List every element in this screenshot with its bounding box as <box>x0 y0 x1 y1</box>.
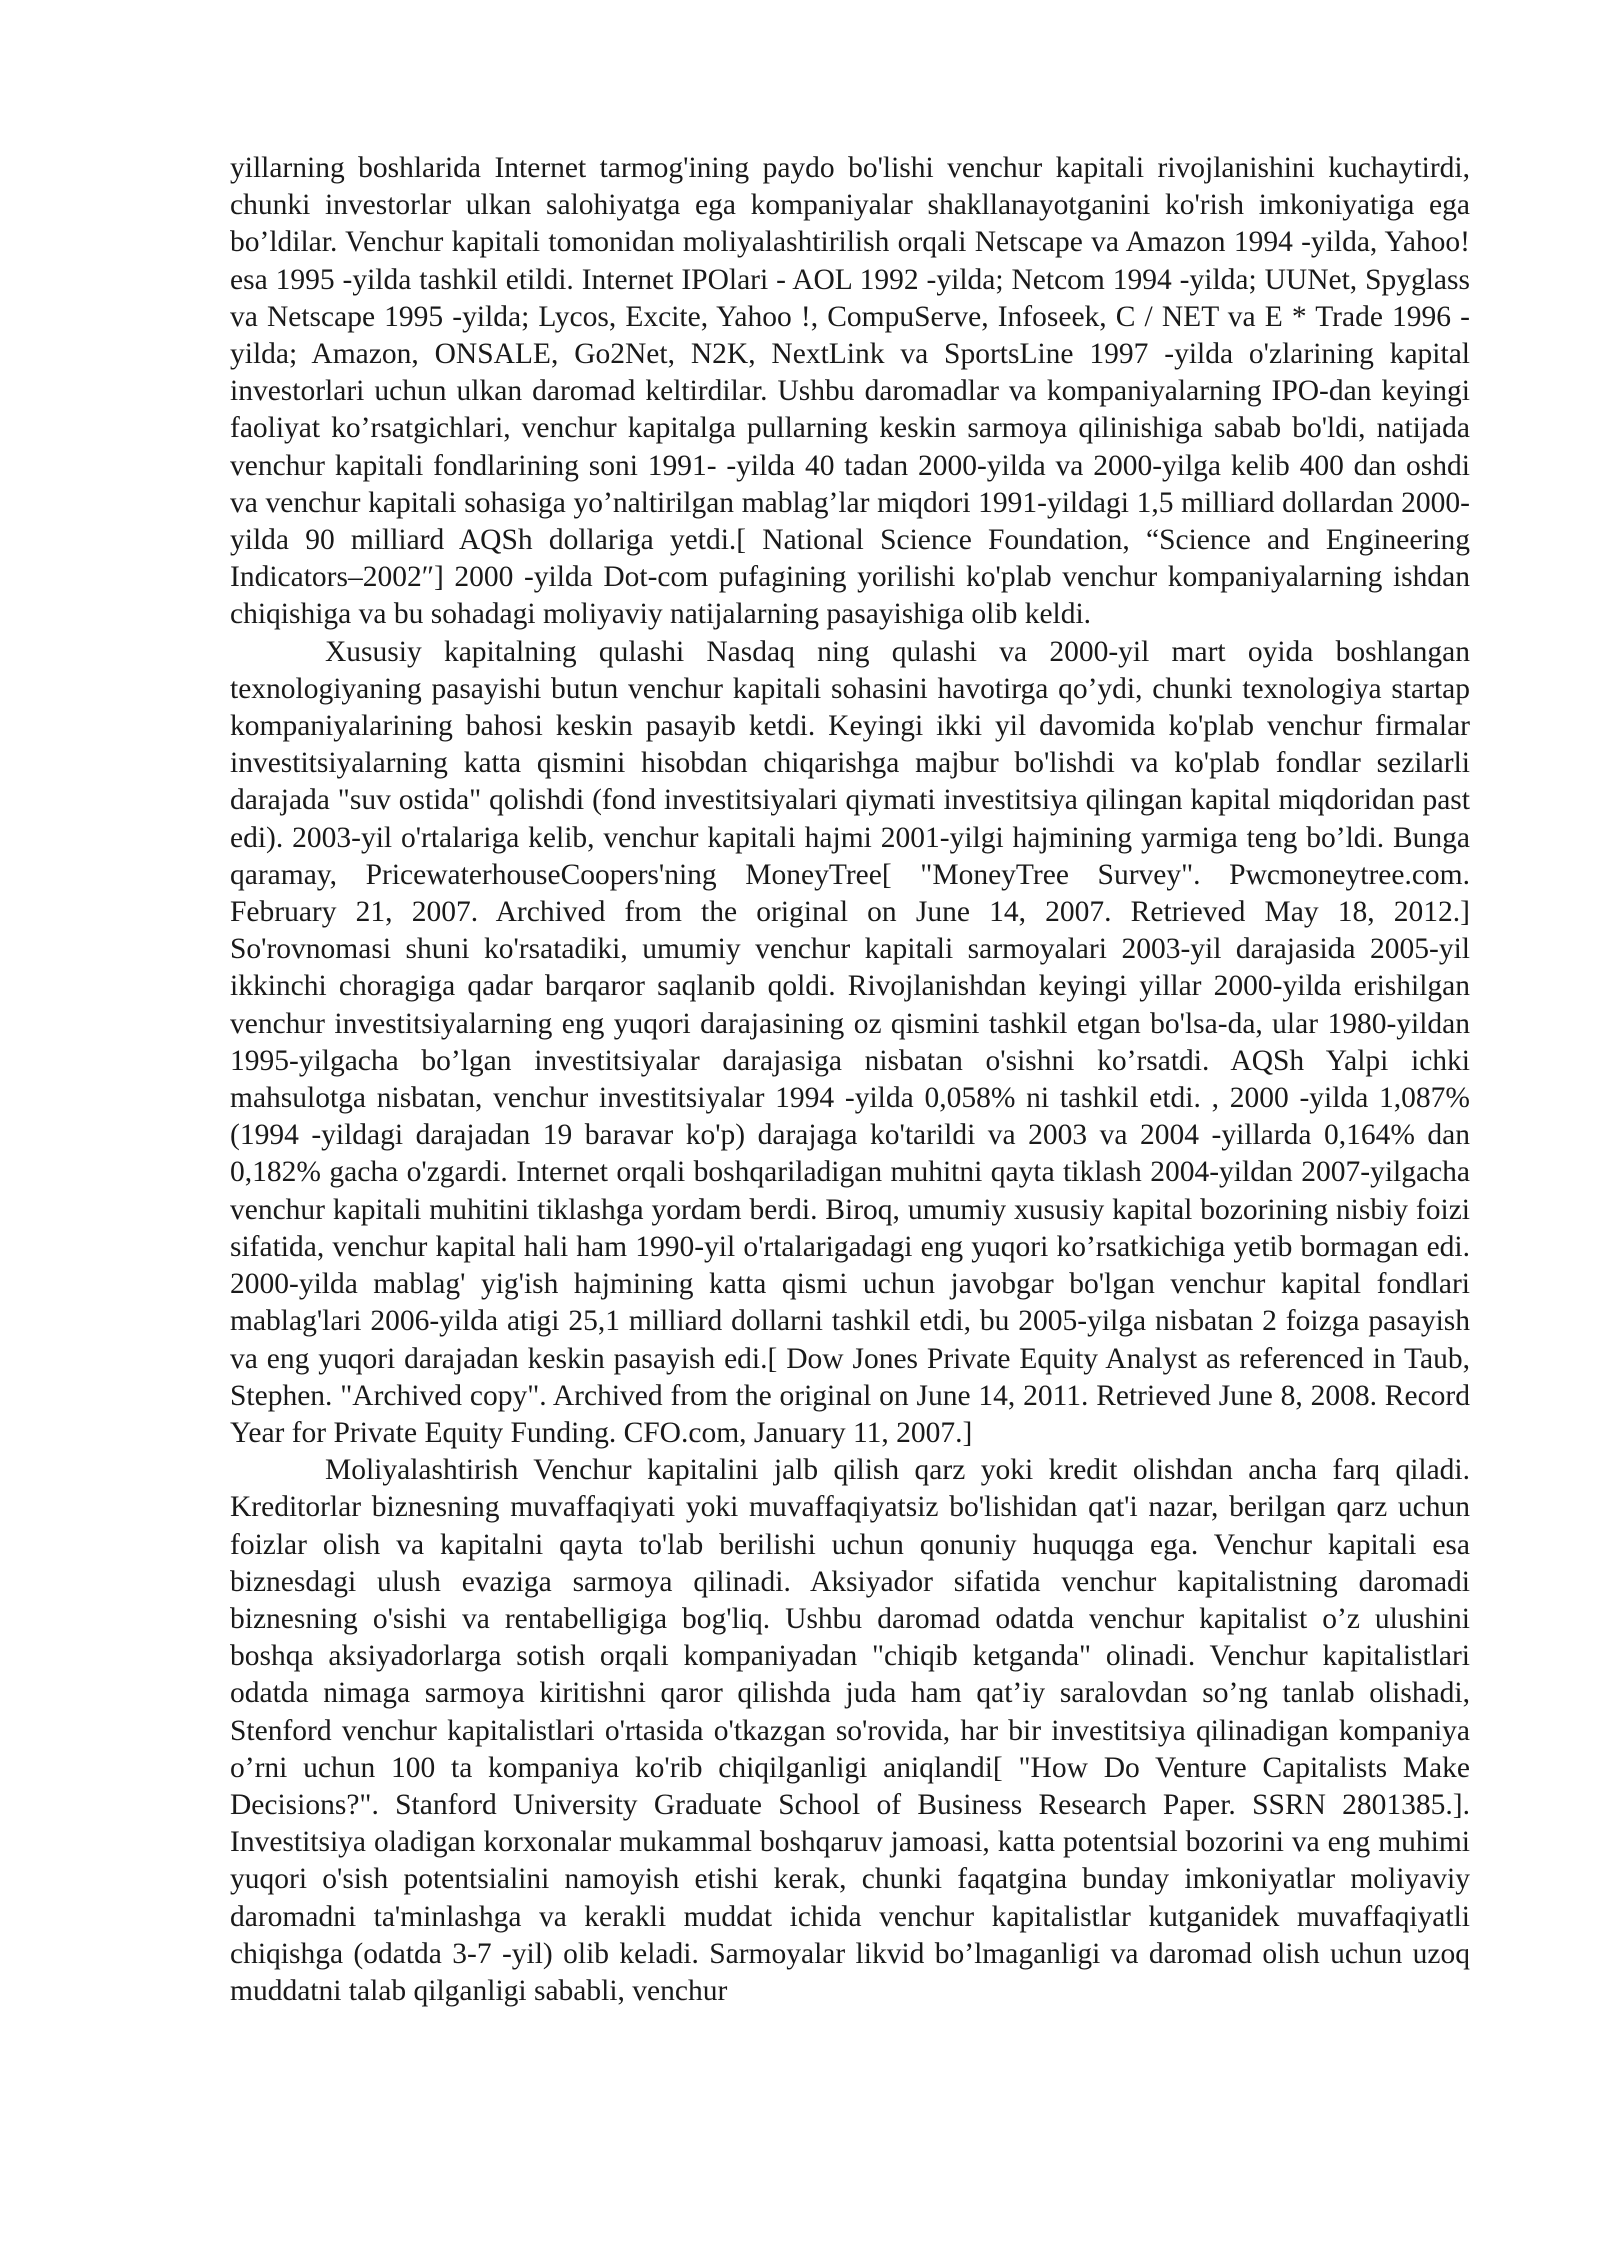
paragraph-internet-boom: yillarning boshlarida Internet tarmog'ining paydo bo'lishi venchur kapitali rivojlanishini kuchaytirdi, chunki investorlar ulkan salohiyatga ega kompaniyalar shakllanayotganini ko'rish imkoniyatiga ega bo’ldilar. Venchur kapitali tomonidan moliyalashtirilish orqali Netscape va Amazon 1994 -yilda, Yahoo! esa 1995 -yilda tashkil etildi. Internet IPOlari - AOL 1992 -yilda; Netcom 1994 -yilda; UUNet, Spyglass va Netscape 1995 -yilda; Lycos, Excite, Yahoo !, CompuServe, Infoseek, C / NET va E * Trade 1996 -yilda; Amazon, ONSALE, Go2Net, N2K, NextLink va SportsLine 1997 -yilda o'zlarining kapital investorlari uchun ulkan daromad keltirdilar. Ushbu daromadlar va kompaniyalarning IPO-dan keyingi faoliyat ko’rsatgichlari, venchur kapitalga pullarning keskin sarmoya qilinishiga sabab bo'ldi, natijada venchur kapitali fondlarining soni 1991- -yilda 40 tadan 2000-yilda va 2000-yilga kelib 400 dan oshdi va venchur kapitali sohasiga yo’naltirilgan mablag’lar miqdori 1991-yildagi 1,5 milliard dollardan 2000-yilda 90 milliard AQSh dollariga yetdi.[ National Science Foundation, “Science and Engineering Indicators–2002″] 2000 -yilda Dot-com pufagining yorilishi ko'plab venchur kompaniyalarning ishdan chiqishiga va bu sohadagi moliyaviy natijalarning pasayishiga olib keldi. <box>230 152 1470 631</box>
paragraph-private-capital-crash: Xususiy kapitalning qulashi Nasdaq ning qulashi va 2000-yil mart oyida boshlangan texnologiyaning pasayishi butun venchur kapitali sohasini havotirga qo’ydi, chunki texnologiya startap kompaniyalarining bahosi keskin pasayib ketdi. Keyingi ikki yil davomida ko'plab venchur firmalar investitsiyalarning katta qismini hisobdan chiqarishga majbur bo'lishdi va ko'plab fondlar sezilarli darajada "suv ostida" qolishdi (fond investitsiyalari qiymati investitsiya qilingan kapital miqdoridan past edi). 2003-yil o'rtalariga kelib, venchur kapitali hajmi 2001-yilgi hajmining yarmiga teng bo’ldi. Bunga qaramay, PricewaterhouseCoopers'ning MoneyTree[ "MoneyTree Survey". Pwcmoneytree.com. February 21, 2007. Archived from the original on June 14, 2007. Retrieved May 18, 2012.] So'rovnomasi shuni ko'rsatadiki, umumiy venchur kapitali sarmoyalari 2003-yil darajasida 2005-yil ikkinchi choragiga qadar barqaror saqlanib qoldi. Rivojlanishdan keyingi yillar 2000-yilda erishilgan venchur investitsiyalarning eng yuqori darajasining oz qismini tashkil etgan bo'lsa-da, ular 1980-yildan 1995-yilgacha bo’lgan investitsiyalar darajasiga nisbatan o'sishni ko’rsatdi. AQSh Yalpi ichki mahsulotga nisbatan, venchur investitsiyalar 1994 -yilda 0,058% ni tashkil etdi. , 2000 -yilda 1,087% (1994 -yildagi darajadan 19 baravar ko'p) darajaga ko'tarildi va 2003 va 2004 -yillarda 0,164% dan 0,182% gacha o'zgardi. Internet orqali boshqariladigan muhitni qayta tiklash 2004-yildan 2007-yilgacha venchur kapitali muhitini tiklashga yordam berdi. Biroq, umumiy xususiy kapital bozorining nisbiy foizi sifatida, venchur kapital hali ham 1990-yil o'rtalarigadagi eng yuqori ko’rsatkichiga yetib bormagan edi. 2000-yilda mablag' yig'ish hajmining katta qismi uchun javobgar bo'lgan venchur kapital fondlari mablag'lari 2006-yilda atigi 25,1 milliard dollarni tashkil etdi, bu 2005-yilga nisbatan 2 foizga pasayish va eng yuqori darajadan keskin pasayish edi.[ Dow Jones Private Equity Analyst as referenced in Taub, Stephen. "Archived copy". Archived from the original on June 14, 2011. Retrieved June 8, 2008. Record Year for Private Equity Funding. CFO.com, January 11, 2007.] <box>230 635 1470 1449</box>
paragraph-financing: Moliyalashtirish Venchur kapitalini jalb qilish qarz yoki kredit olishdan ancha farq qiladi. Kreditorlar biznesning muvaffaqiyati yoki muvaffaqiyatsiz bo'lishidan qat'i nazar, berilgan qarz uchun foizlar olish va kapitalni qayta to'lab berilishi uchun qonuniy huquqga ega. Venchur kapitali esa biznesdagi ulush evaziga sarmoya qilinadi. Aksiyador sifatida venchur kapitalistning daromadi biznesning o'sishi va rentabelligiga bog'liq. Ushbu daromad odatda venchur kapitalist o’z ulushini boshqa aksiyadorlarga sotish orqali kompaniyadan "chiqib ketganda" olinadi. Venchur kapitalistlari odatda nimaga sarmoya kiritishni qaror qilishda juda ham qat’iy saralovdan so’ng tanlab olishadi, Stenford venchur kapitalistlari o'rtasida o'tkazgan so'rovida, har bir investitsiya qilinadigan kompaniya o’rni uchun 100 ta kompaniya ko'rib chiqilganligi aniqlandi[ "How Do Venture Capitalists Make Decisions?". Stanford University Graduate School of Business Research Paper. SSRN 2801385.]. Investitsiya oladigan korxonalar mukammal boshqaruv jamoasi, katta potentsial bozorini va eng muhimi yuqori o'sish potentsialini namoyish etishi kerak, chunki faqatgina bunday imkoniyatlar moliyaviy daromadni ta'minlashga va kerakli muddat ichida venchur kapitalistlar kutganidek muvaffaqiyatli chiqishga (odatda 3-7 -yil) olib keladi. Sarmoyalar likvid bo’lmaganligi va daromad olish uchun uzoq muddatni talab qilganligi sababli, venchur <box>230 1454 1470 2007</box>
document-page <box>230 150 1470 2010</box>
